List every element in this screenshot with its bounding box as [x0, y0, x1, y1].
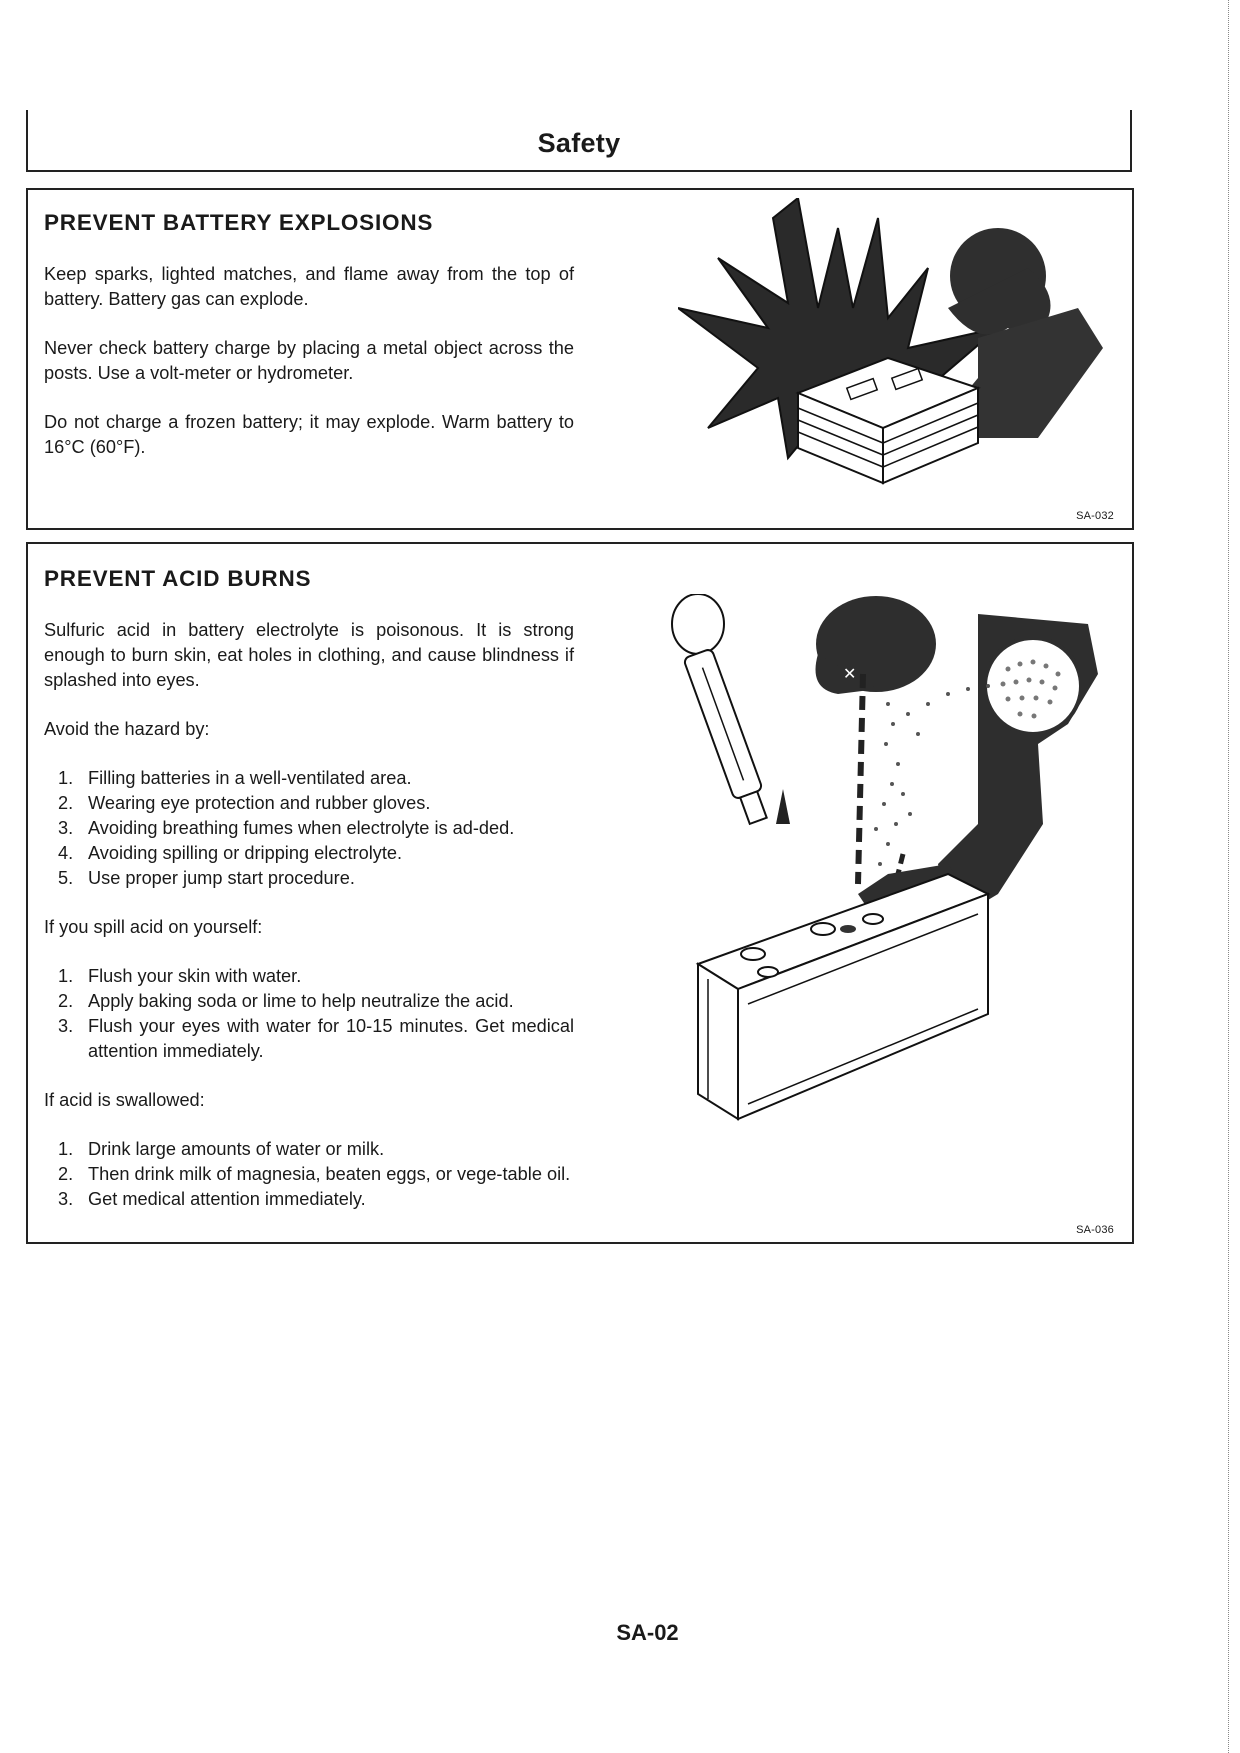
scan-edge-marks — [1228, 0, 1231, 1753]
battery-explosion-section — [26, 188, 1134, 530]
list-intro: Avoid the hazard by: — [44, 719, 210, 739]
section-heading: PREVENT BATTERY EXPLOSIONS — [44, 210, 434, 235]
svg-text:✕: ✕ — [843, 664, 857, 683]
acid-burn-illustration — [648, 594, 1118, 1164]
swallow-acid-list — [44, 1088, 574, 1212]
page-number: SA-02 — [616, 1620, 679, 1645]
avoid-hazard-list — [44, 717, 574, 891]
page-title: Safety — [537, 128, 621, 158]
figure-code: SA-032 — [1076, 510, 1114, 522]
paragraph: Sulfuric acid in battery electrolyte is poisonous. It is strong enough to burn skin, eat holes in clothing, and cause blindness if splashed into eyes. — [44, 620, 574, 690]
list-intro: If you spill acid on yourself: — [44, 917, 263, 937]
acid-burns-section — [26, 542, 1134, 1244]
paragraph: Do not charge a frozen battery; it may explode. Warm battery to 16°C (60°F). — [44, 412, 574, 457]
list-item: 2. Wearing eye protection and rubber gloves. — [58, 793, 431, 813]
list-item: 2. Then drink milk of magnesia, beaten eggs, or vege-table oil. — [58, 1164, 571, 1184]
list-item: 5. Use proper jump start procedure. — [58, 868, 355, 888]
page-header — [26, 110, 1132, 172]
list-item: 1. Filling batteries in a well-ventilated area. — [58, 768, 412, 788]
list-item: 1. Flush your skin with water. — [58, 966, 302, 986]
battery-explosion-illustration — [678, 198, 1118, 498]
section-body — [44, 262, 574, 484]
spill-acid-list — [44, 915, 574, 1064]
list-item: 2. Apply baking soda or lime to help neutralize the acid. — [58, 991, 514, 1011]
list-item: 1. Drink large amounts of water or milk. — [58, 1139, 385, 1159]
section-heading: PREVENT ACID BURNS — [44, 566, 312, 591]
figure-code: SA-036 — [1076, 1224, 1114, 1236]
list-item: 3. Avoiding breathing fumes when electrolyte is ad-ded. — [58, 818, 515, 838]
section-body — [44, 618, 574, 1236]
list-item: 4. Avoiding spilling or dripping electrolyte. — [58, 843, 403, 863]
list-item: 3. Flush your eyes with water for 10-15 minutes. Get medical attention immediately. — [58, 1016, 574, 1061]
paragraph: Keep sparks, lighted matches, and flame away from the top of battery. Battery gas can explode. — [44, 264, 574, 309]
list-intro: If acid is swallowed: — [44, 1090, 205, 1110]
list-item: 3. Get medical attention immediately. — [58, 1189, 366, 1209]
paragraph: Never check battery charge by placing a metal object across the posts. Use a volt-meter or hydrometer. — [44, 338, 574, 383]
